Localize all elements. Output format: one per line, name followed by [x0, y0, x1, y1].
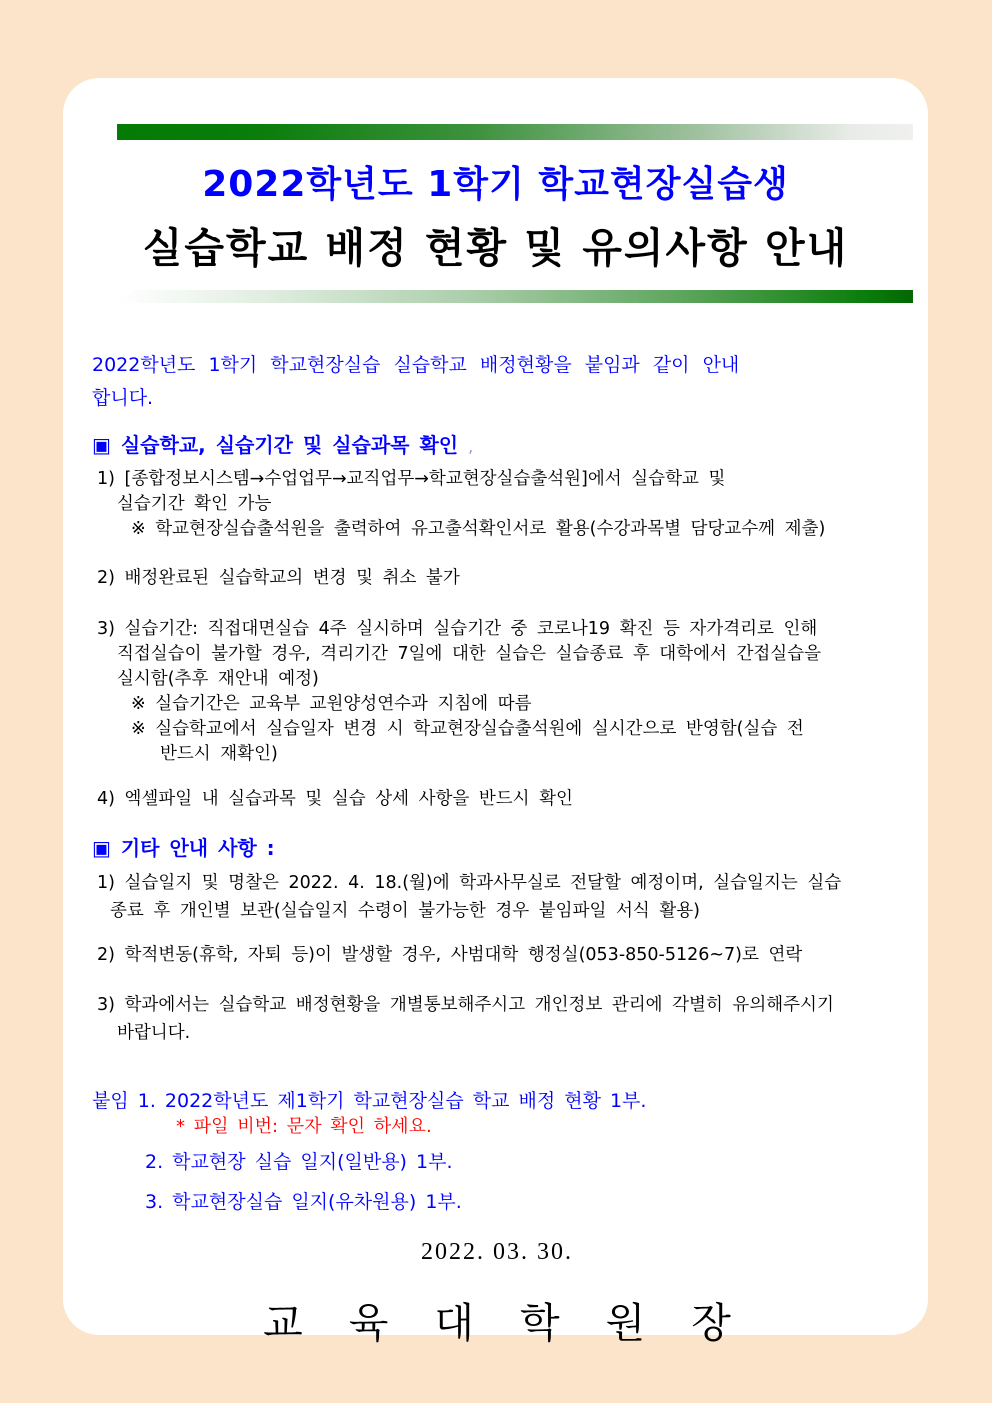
item3-line-3: 실시함(추후 재안내 예정): [117, 669, 319, 689]
signer-title: 교육대학원장: [263, 1300, 777, 1346]
document-date: 2022. 03. 30.: [421, 1239, 573, 1265]
list-item-2: [92, 566, 902, 591]
item1-line-1: 1) [종합정보시스템→수업업무→교직업무→학교현장실습출석원]에서 실습학교 및: [97, 469, 726, 489]
item3-note-1: ※ 실습기간은 교육부 교원양성연수과 지침에 따름: [131, 694, 532, 714]
item3-line-1: 3) 실습기간: 직접대면실습 4주 실시하며 실습기간 중 코로나19 확진 등 자가격리로 인해: [97, 619, 818, 639]
title-top-green-bar: [117, 124, 913, 140]
notice-page: [63, 78, 928, 1346]
intro-paragraph: [92, 349, 902, 415]
section2-heading-text: ▣ 기타 안내 사항 :: [92, 836, 275, 860]
attachments-block: [92, 1089, 902, 1215]
item3-note-2: ※ 실습학교에서 실습일자 변경 시 학교현장실습출석원에 실시간으로 반영함(실습 전: [131, 719, 804, 739]
attachment-password-note: * 파일 비번: 문자 확인 하세요.: [176, 1116, 432, 1137]
title-bottom-green-bar: [117, 290, 913, 303]
other-item-3: [92, 991, 902, 1047]
section1-heading: [92, 433, 902, 459]
attachment-3: 3. 학교현장실습 일지(유차원용) 1부.: [145, 1191, 462, 1213]
item1-line-2: 실습기간 확인 가능: [117, 494, 272, 514]
list-item-4: [92, 787, 902, 812]
other2-line-1: 2) 학적변동(휴학, 자퇴 등)이 발생할 경우, 사범대학 행정실(053-850-5126~7)로 연락: [97, 945, 803, 965]
other1-line-1: 1) 실습일지 및 명찰은 2022. 4. 18.(월)에 학과사무실로 전달할 예정이며, 실습일지는 실습: [97, 873, 842, 893]
intro-line-2: 합니다.: [92, 387, 154, 409]
section1-tail-mark: ,: [468, 437, 474, 456]
attachment-2: 2. 학교현장 실습 일지(일반용) 1부.: [145, 1151, 453, 1173]
section1-heading-text: ▣ 실습학교, 실습기간 및 실습과목 확인: [92, 433, 459, 457]
document-title-line1: 2022학년도 1학기 학교현장실습생: [202, 164, 789, 205]
other3-line-2: 바랍니다.: [117, 1023, 191, 1043]
document-title-line2: 실습학교 배정 현황 및 유의사항 안내: [142, 224, 849, 272]
item1-note: ※ 학교현장실습출석원을 출력하여 유고출석확인서로 활용(수강과목별 담당교수께 제출): [131, 519, 826, 539]
list-item-3: [92, 617, 902, 767]
other-item-2: [92, 941, 902, 969]
item4-line-1: 4) 엑셀파일 내 실습과목 및 실습 상세 사항을 반드시 확인: [97, 789, 573, 809]
other-item-1: [92, 869, 902, 925]
list-item-1: [92, 467, 902, 542]
other3-line-1: 3) 학과에서는 실습학교 배정현황을 개별통보해주시고 개인정보 관리에 각별히 유의해주시기: [97, 995, 834, 1015]
section2-heading: [92, 836, 902, 861]
item3-note-2-wrap: 반드시 재확인): [160, 744, 278, 764]
notice-body: [63, 349, 928, 1349]
item3-line-2: 직접실습이 불가할 경우, 격리기간 7일에 대한 실습은 실습종료 후 대학에서 간접실습을: [117, 644, 821, 664]
other1-line-2: 종료 후 개인별 보관(실습일지 수령이 불가능한 경우 붙임파일 서식 활용): [110, 901, 700, 921]
attachment-1: 붙임 1. 2022학년도 제1학기 학교현장실습 학교 배정 현황 1부.: [92, 1090, 647, 1112]
item2-line-1: 2) 배정완료된 실습학교의 변경 및 취소 불가: [97, 568, 460, 588]
intro-line-1: 2022학년도 1학기 학교현장실습 실습학교 배정현황을 붙임과 같이 안내: [92, 354, 740, 376]
